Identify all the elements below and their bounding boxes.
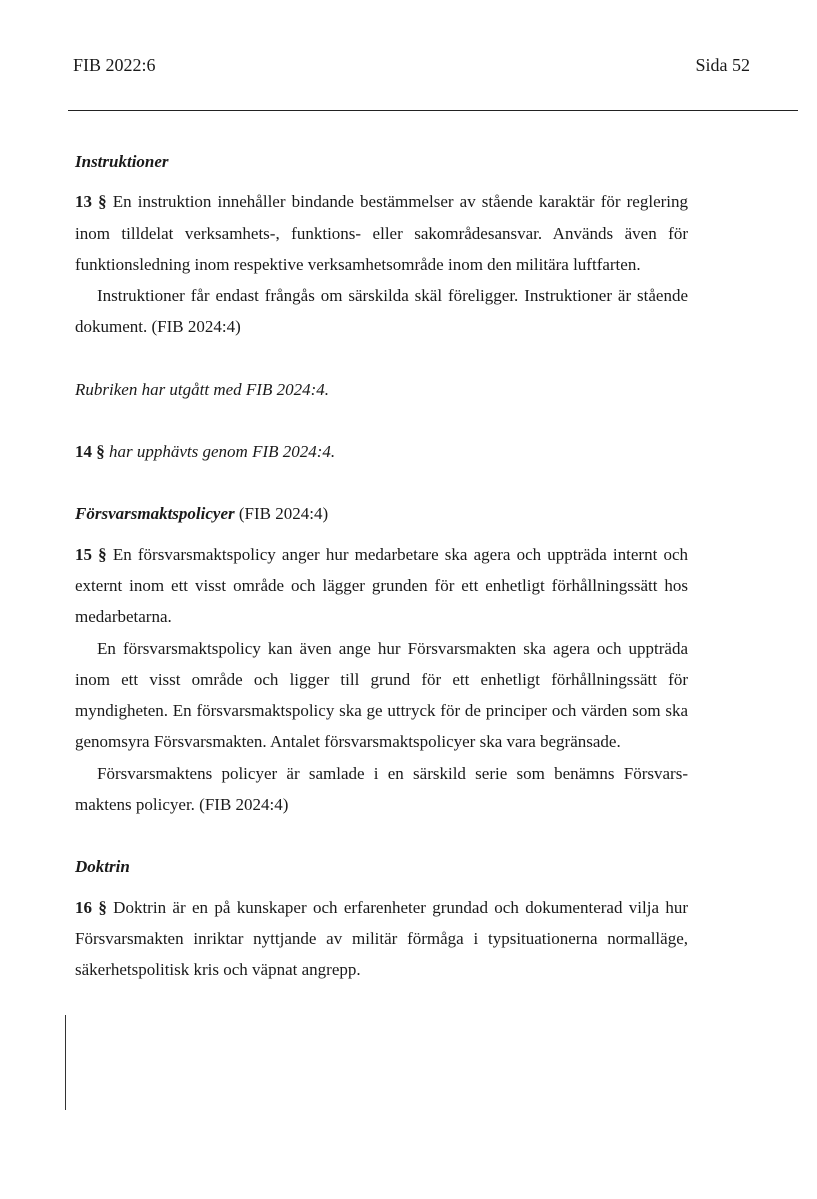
section-15-text-1: En försvarsmaktspolicy anger hur medarbetare ska agera och uppträda internt och externt inom ett visst område och lägger grunden för ett enhetligt förhållningssätt hos medarbetarna. (75, 544, 689, 627)
section-14-text: har upphävts genom FIB 2024:4. (104, 442, 336, 462)
heading-instruktioner: Instruktioner (75, 152, 169, 171)
heading-policyer-title: Försvarsmaktspolicyer (75, 504, 235, 524)
page-number: Sida 52 (695, 55, 750, 75)
section-16-text-1: Doktrin är en på kunskaper och erfarenheter grundad och dokumenterad vilja hur Försvarsmakten inriktar nyttjande av militär förmåga i typsituationerna normalläge, säkerhetspolitisk kris och väpnat angrepp. (75, 897, 689, 980)
heading-policyer-ref: (FIB 2024:4) (234, 504, 329, 524)
section-15-paragraph-2: En försvarsmaktspolicy kan även ange hur Försvarsmakten ska agera och uppträda inom ett visst område och ligger till grund för ett enhetligt förhållningssätt för myndigheten. En försvarsmaktspolicy ska ge uttryck för de principer och värden som ska genomsyra Försvarsmakten. Antalet försvarsmaktspolicyer ska vara begränsade. (75, 638, 688, 752)
section-15-paragraph-3: Försvarsmaktens policyer är samlade i en särskild serie som benämns Försvarsmaktens policyer. (FIB 2024:4) (75, 763, 688, 815)
section-16-number: 16 § (75, 897, 107, 917)
section-16-paragraph-1 (75, 892, 688, 986)
section-14-paragraph (75, 436, 688, 467)
page-header (73, 55, 750, 83)
section-15-paragraph-1 (75, 539, 688, 633)
section-15-number: 15 § (75, 544, 107, 564)
section-13-paragraph-1 (75, 186, 688, 280)
heading-doktrin: Doktrin (75, 857, 130, 877)
section-14-number: 14 § (75, 442, 105, 462)
document-id: FIB 2022:6 (73, 55, 156, 75)
document-body (75, 146, 688, 986)
rubrik-note: Rubriken har utgått med FIB 2024:4. (75, 379, 330, 399)
heading-forsvarsmaktspolicyer (75, 498, 688, 529)
revision-change-bar (65, 1015, 66, 1110)
section-13-number: 13 § (75, 192, 107, 212)
section-13-text-1: En instruktion innehåller bindande bestämmelser av stående karaktär för reglering inom tilldelat verksamhets-, funktions- eller sakområdesansvar. Används även för funktionsledning inom respektive verksamhetsområde inom den militära luftfarten. (75, 192, 689, 274)
header-rule (68, 110, 798, 111)
section-13-paragraph-2: Instruktioner får endast frångås om särskilda skäl föreligger. Instruktioner är stående dokument. (FIB 2024:4) (75, 286, 688, 337)
